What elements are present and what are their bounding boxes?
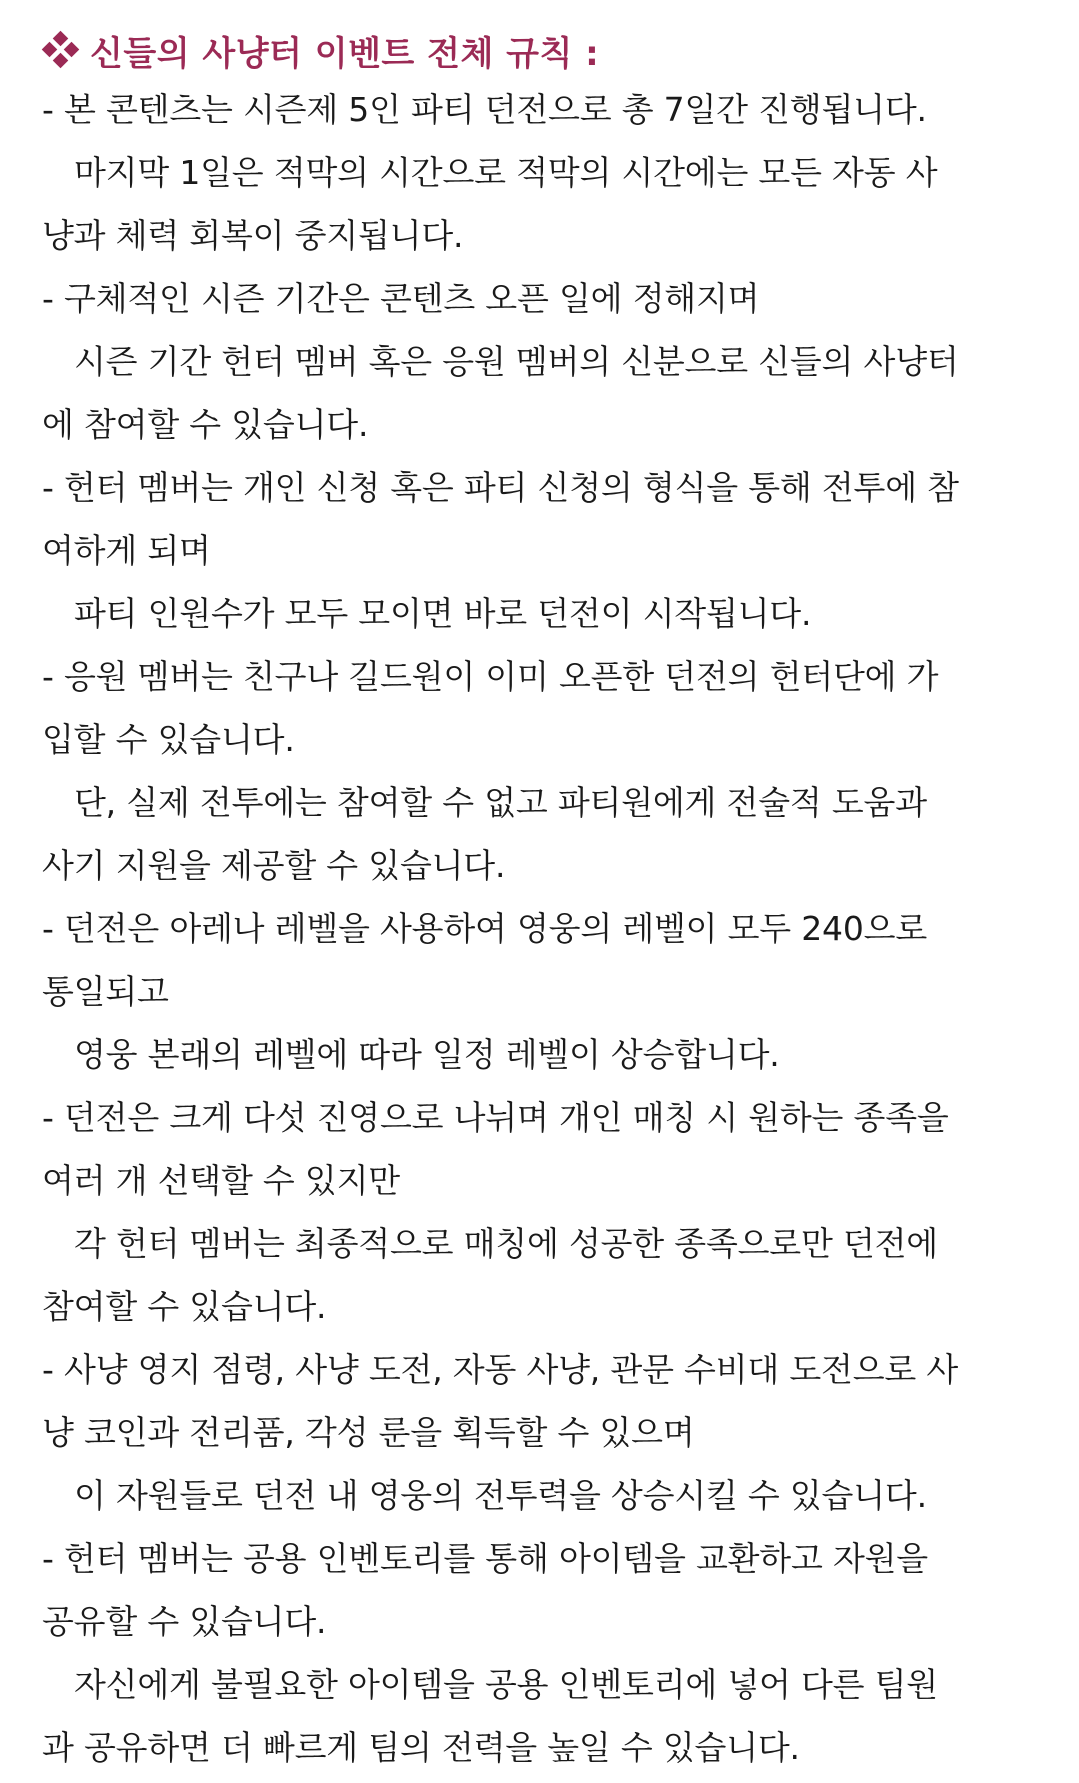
rule-line: 이 자원들로 던전 내 영웅의 전투력을 상승시킬 수 있습니다. — [74, 1476, 927, 1515]
rule-line: 공유할 수 있습니다. — [42, 1602, 327, 1641]
rule-line: 마지막 1일은 적막의 시간으로 적막의 시간에는 모든 자동 사 — [74, 153, 938, 192]
rule-line: - 구체적인 시즌 기간은 콘텐츠 오픈 일에 정해지며 — [42, 279, 760, 318]
rule-line: - 본 콘텐츠는 시즌제 5인 파티 던전으로 총 7일간 진행됩니다. — [42, 90, 927, 129]
rule-line: 과 공유하면 더 빠르게 팀의 전력을 높일 수 있습니다. — [42, 1728, 800, 1767]
rules-list — [42, 78, 1049, 1779]
rule-line: 여러 개 선택할 수 있지만 — [42, 1161, 400, 1200]
rule-line: - 헌터 멤버는 공용 인벤토리를 통해 아이템을 교환하고 자원을 — [42, 1539, 928, 1578]
rule-line: 에 참여할 수 있습니다. — [42, 405, 369, 444]
rule-line: 자신에게 불필요한 아이템을 공용 인벤토리에 넣어 다른 팀원 — [74, 1665, 938, 1704]
rule-line: - 던전은 아레나 레벨을 사용하여 영웅의 레벨이 모두 240으로 — [42, 909, 928, 948]
rules-heading — [42, 22, 1049, 78]
rule-line: - 던전은 크게 다섯 진영으로 나뉘며 개인 매칭 시 원하는 종족을 — [42, 1098, 949, 1137]
rule-line: 시즌 기간 헌터 멤버 혹은 응원 멤버의 신분으로 신들의 사냥터 — [74, 342, 959, 381]
rule-line: 영웅 본래의 레벨에 따라 일정 레벨이 상승합니다. — [74, 1035, 780, 1074]
rule-line: 냥과 체력 회복이 중지됩니다. — [42, 216, 464, 255]
rule-line: - 헌터 멤버는 개인 신청 혹은 파티 신청의 형식을 통해 전투에 참 — [42, 468, 959, 507]
rule-line: 여하게 되며 — [42, 531, 211, 570]
rule-line: 각 헌터 멤버는 최종적으로 매칭에 성공한 종족으로만 던전에 — [74, 1224, 938, 1263]
rule-line: 입할 수 있습니다. — [42, 720, 295, 759]
rule-line: 냥 코인과 전리품, 각성 룬을 획득할 수 있으며 — [42, 1413, 695, 1452]
rule-line: - 응원 멤버는 친구나 길드원이 이미 오픈한 던전의 헌터단에 가 — [42, 657, 939, 696]
rule-line: 파티 인원수가 모두 모이면 바로 던전이 시작됩니다. — [74, 594, 812, 633]
rules-heading-text: 신들의 사냥터 이벤트 전체 규칙 : — [90, 33, 600, 74]
diamond-cluster-icon — [42, 31, 80, 69]
rule-line: 통일되고 — [42, 972, 169, 1011]
rule-line: 단, 실제 전투에는 참여할 수 없고 파티원에게 전술적 도움과 — [74, 783, 927, 822]
rule-line: 사기 지원을 제공할 수 있습니다. — [42, 846, 506, 885]
rule-line: - 사냥 영지 점령, 사냥 도전, 자동 사냥, 관문 수비대 도전으로 사 — [42, 1350, 959, 1389]
rule-line: 참여할 수 있습니다. — [42, 1287, 327, 1326]
